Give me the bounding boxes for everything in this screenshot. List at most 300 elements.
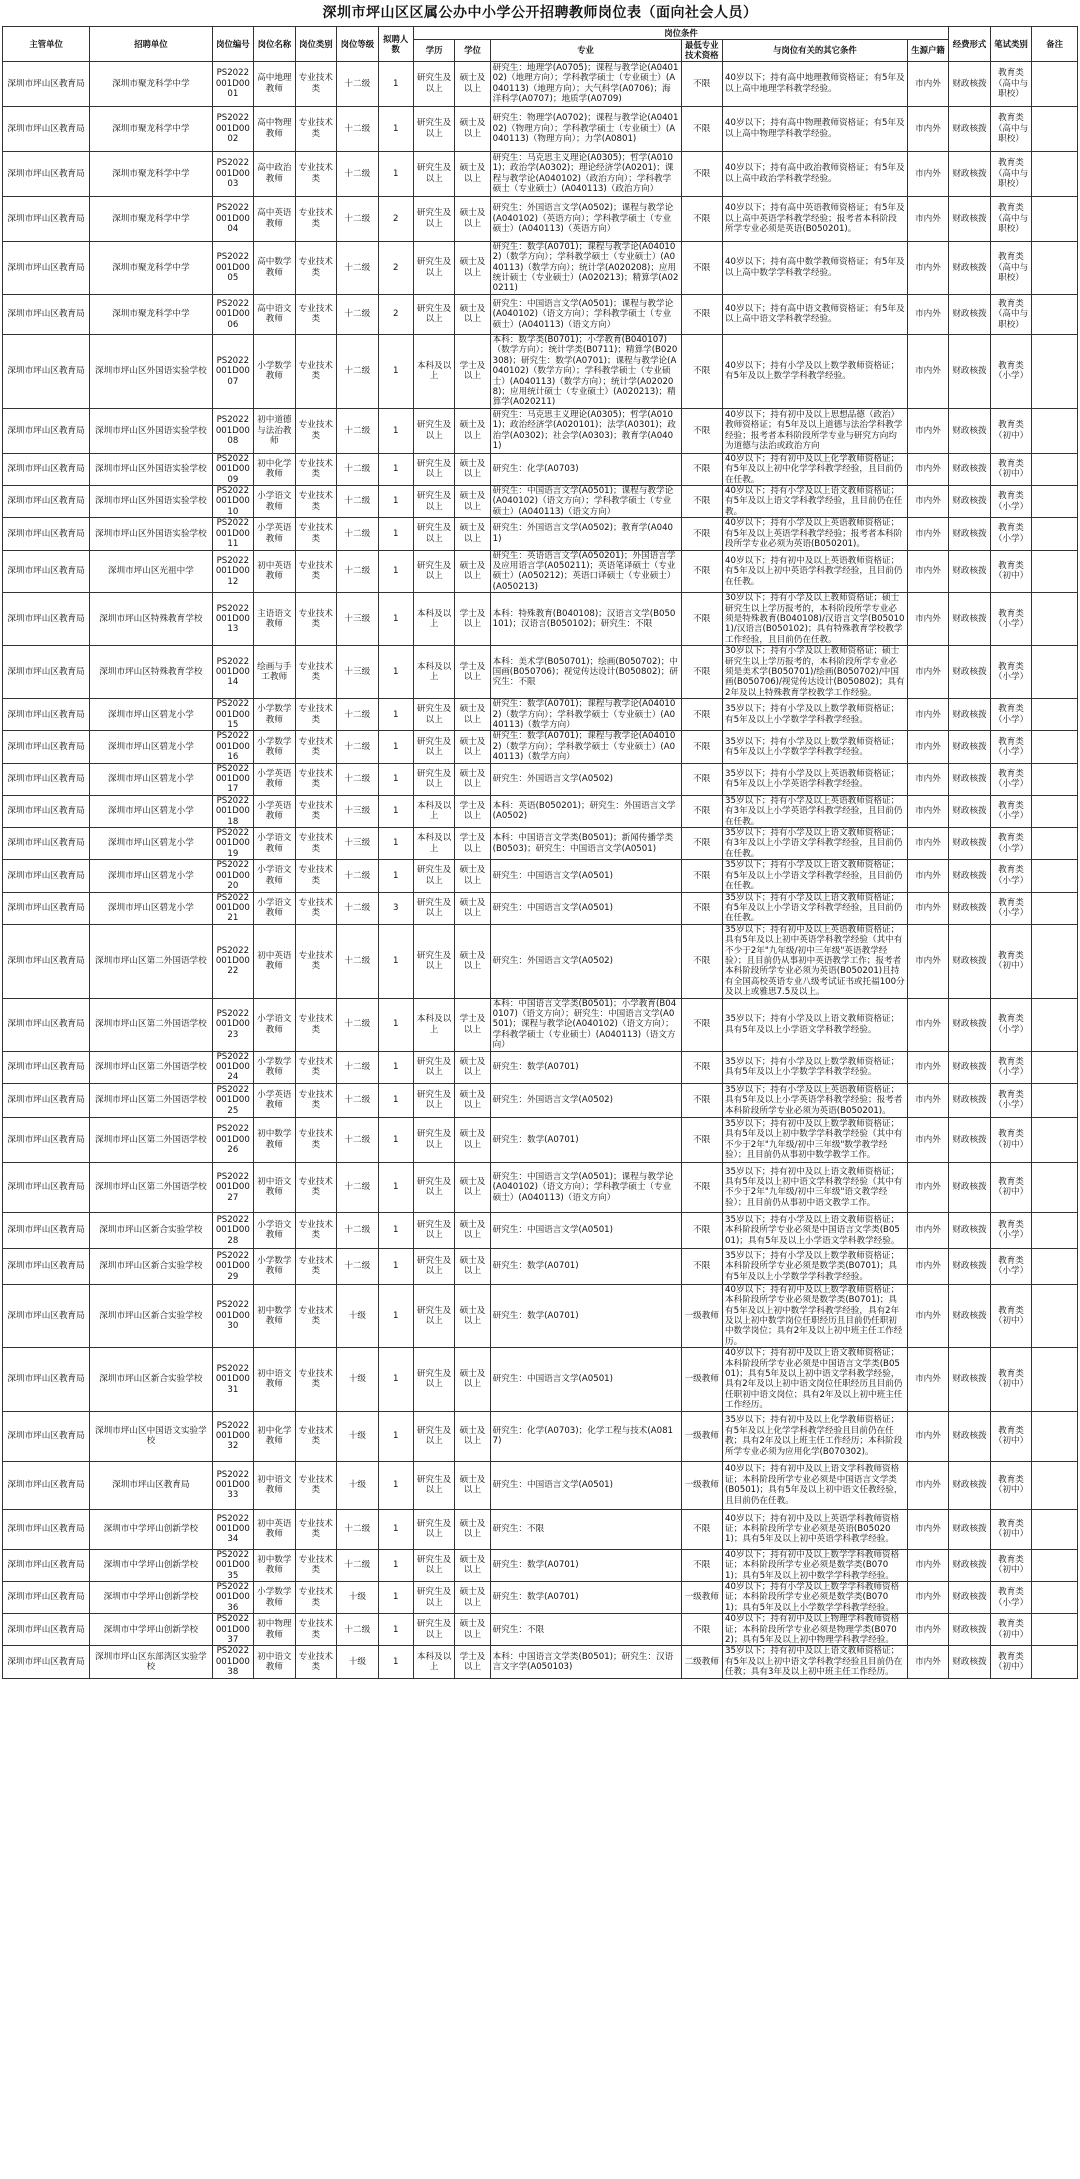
table-cell: 研究生及以上	[413, 1248, 455, 1284]
table-cell: 研究生：地理学(A0705)；课程与教学论(A040102)（地理方向）；学科教学硕士（专业硕士）(A040113)（地理方向）；大气科学(A0706)；海洋科学(A0707)；地质学(A0709)	[490, 61, 681, 106]
table-cell: 市内外	[907, 924, 949, 998]
table-cell: 研究生：数学(A0701)	[490, 1284, 681, 1347]
table-row	[3, 1614, 1078, 1646]
table-cell: 十二级	[337, 924, 379, 998]
table-cell: 小学数学教师	[254, 1248, 296, 1284]
table-row	[3, 61, 1078, 106]
table-cell: 不限	[681, 294, 723, 334]
table-cell: 深圳市坪山区光祖中学	[90, 550, 212, 593]
table-cell: 深圳市坪山区教育局	[3, 1212, 90, 1248]
table-cell: 硕士及以上	[455, 518, 490, 550]
table-cell	[1032, 646, 1078, 699]
table-cell: 研究生及以上	[413, 1614, 455, 1646]
table-cell: 硕士及以上	[455, 1614, 490, 1646]
table-cell: 财政核拨	[949, 241, 991, 294]
table-cell: 不限	[681, 453, 723, 485]
table-cell: 十二级	[337, 1614, 379, 1646]
table-cell: 本科及以上	[413, 795, 455, 827]
table-cell: 研究生：英语语言文学(A050201)；外国语言学及应用语言学(A050211)；英语笔译硕士（专业硕士）(A050212)；英语口译硕士（专业硕士）(A050213)	[490, 550, 681, 593]
table-cell	[1032, 828, 1078, 860]
table-cell: 教育类（初中）	[990, 1509, 1032, 1549]
table-cell: 十二级	[337, 151, 379, 196]
table-cell	[1032, 486, 1078, 518]
table-cell: 十二级	[337, 1117, 379, 1162]
table-cell: 市内外	[907, 593, 949, 646]
table-row	[3, 795, 1078, 827]
table-cell: 深圳市坪山区碧龙小学	[90, 763, 212, 795]
table-cell: 财政核拨	[949, 998, 991, 1051]
table-cell: 2	[378, 196, 413, 241]
table-cell: 深圳市坪山区新合实验学校	[90, 1348, 212, 1411]
table-cell: 教育类（初中）	[990, 1117, 1032, 1162]
table-cell: PS2022001D0028	[212, 1212, 254, 1248]
table-cell: 本科及以上	[413, 593, 455, 646]
table-cell: 财政核拨	[949, 795, 991, 827]
table-cell: 财政核拨	[949, 196, 991, 241]
table-cell: PS2022001D0017	[212, 763, 254, 795]
table-cell: 不限	[681, 1509, 723, 1549]
table-cell: 深圳市坪山区第二外国语学校	[90, 1083, 212, 1117]
table-cell: 本科：中国语言文学类(B0501)；新闻传播学类(B0503)；研究生：中国语言文学(A0501)	[490, 828, 681, 860]
table-cell: 深圳市坪山区教育局	[3, 294, 90, 334]
table-cell: 研究生及以上	[413, 196, 455, 241]
table-cell: 专业技术类	[295, 699, 337, 731]
table-cell	[1032, 892, 1078, 924]
table-cell	[1032, 1509, 1078, 1549]
table-cell: 小学数学教师	[254, 334, 296, 408]
table-cell: 1	[378, 1051, 413, 1083]
table-cell: 40岁以下；持有初中及以上物理学科教师资格证；本科阶段所学专业必须是物理学类(B0702)；具有5年及以上初中物理学科教学经验。	[723, 1614, 908, 1646]
table-cell: PS2022001D0021	[212, 892, 254, 924]
header-cell: 岗位编号	[212, 27, 254, 62]
table-cell	[1032, 998, 1078, 1051]
table-cell: PS2022001D0012	[212, 550, 254, 593]
table-cell: 专业技术类	[295, 518, 337, 550]
table-cell	[1032, 453, 1078, 485]
table-row	[3, 1083, 1078, 1117]
table-cell: 市内外	[907, 860, 949, 892]
table-cell: 深圳市坪山区碧龙小学	[90, 731, 212, 763]
table-cell: 本科及以上	[413, 1646, 455, 1678]
table-cell: 研究生及以上	[413, 1162, 455, 1212]
table-cell	[1032, 241, 1078, 294]
table-cell: 不限	[681, 241, 723, 294]
table-cell: 财政核拨	[949, 1348, 991, 1411]
table-cell: 研究生：中国语言文学(A0501)；课程与教学论(A040102)（语文方向）；学科教学硕士（专业硕士）(A040113)（语文方向）	[490, 486, 681, 518]
header-cell: 备注	[1032, 27, 1078, 62]
table-cell: 1	[378, 1212, 413, 1248]
table-cell: 深圳市坪山区教育局	[3, 763, 90, 795]
table-cell: 深圳市聚龙科学中学	[90, 241, 212, 294]
table-cell: 深圳市坪山区教育局	[3, 795, 90, 827]
table-cell: 不限	[681, 1162, 723, 1212]
table-cell: 35岁以下；持有初中及以上语文教师资格证；具有5年及以上初中语文学科教学经验（其中有不少于2年"九年级/初中三年级"语文教学经验）；且目前仍从事初中语文教学工作。	[723, 1162, 908, 1212]
table-cell: 市内外	[907, 408, 949, 453]
table-cell: 专业技术类	[295, 61, 337, 106]
table-cell: PS2022001D0007	[212, 334, 254, 408]
table-row	[3, 1549, 1078, 1581]
table-cell: 深圳市聚龙科学中学	[90, 196, 212, 241]
table-cell: 十二级	[337, 763, 379, 795]
table-cell: 1	[378, 860, 413, 892]
table-cell: 财政核拨	[949, 334, 991, 408]
table-cell: 研究生：马克思主义理论(A0305)；哲学(A0101)；政治经济学(A020101)；法学(A0301)；政治学(A0302)；社会学(A0303)；教育学(A0401)	[490, 408, 681, 453]
table-cell: 高中英语教师	[254, 196, 296, 241]
table-cell: 财政核拨	[949, 1284, 991, 1347]
table-cell: 硕士及以上	[455, 1411, 490, 1461]
table-cell: 深圳市坪山区教育局	[3, 1162, 90, 1212]
table-cell: 深圳市坪山区教育局	[3, 1509, 90, 1549]
table-cell: 十二级	[337, 334, 379, 408]
table-cell: 绘画与手工教师	[254, 646, 296, 699]
table-cell: 市内外	[907, 106, 949, 151]
table-cell: 专业技术类	[295, 646, 337, 699]
table-cell: 硕士及以上	[455, 294, 490, 334]
table-cell: 市内外	[907, 1284, 949, 1347]
table-cell: PS2022001D0026	[212, 1117, 254, 1162]
table-cell: 不限	[681, 106, 723, 151]
table-cell: PS2022001D0013	[212, 593, 254, 646]
table-cell: 不限	[681, 1614, 723, 1646]
table-cell: 深圳市坪山区外国语实验学校	[90, 453, 212, 485]
table-cell: 研究生：外国语言文学(A0502)	[490, 924, 681, 998]
table-cell: 硕士及以上	[455, 1284, 490, 1347]
header-cell: 学位	[455, 40, 490, 62]
table-cell: 不限	[681, 795, 723, 827]
table-cell: 35岁以下；持有小学及以上语文教师资格证；具有5年及以上小学语文学科教学经验。	[723, 998, 908, 1051]
table-cell: 教育类（小学）	[990, 1212, 1032, 1248]
table-cell	[1032, 61, 1078, 106]
table-cell: 35岁以下；持有小学及以上语文教师资格证；有3年及以上小学语文学科教学经验，且目前仍在任教。	[723, 828, 908, 860]
table-cell: 40岁以下；持有初中及以上思想品德（政治）教师资格证；有5年及以上道德与法治学科教学经验；报考者本科阶段所学专业与研究方向均为道德与法治或政治方向	[723, 408, 908, 453]
page-title: 深圳市坪山区区属公办中小学公开招聘教师岗位表（面向社会人员）	[322, 5, 758, 21]
table-cell: 深圳市坪山区教育局	[3, 731, 90, 763]
table-cell: 不限	[681, 699, 723, 731]
table-cell: 1	[378, 924, 413, 998]
table-cell: 35岁以下；持有初中及以上化学教师资格证；有5年及以上化学学科教学经验且目前仍在任教；具有2年及以上班主任工作经历；本科阶段所学专业必须为应用化学(B070302)。	[723, 1411, 908, 1461]
table-cell: 研究生及以上	[413, 924, 455, 998]
table-cell: PS2022001D0038	[212, 1646, 254, 1678]
table-cell: 市内外	[907, 294, 949, 334]
table-cell: 教育类（小学）	[990, 1083, 1032, 1117]
table-cell: 1	[378, 699, 413, 731]
table-cell: 市内外	[907, 241, 949, 294]
table-cell: 教育类（初中）	[990, 1162, 1032, 1212]
table-cell: 1	[378, 408, 413, 453]
table-cell: 研究生：不限	[490, 1614, 681, 1646]
table-cell: 硕士及以上	[455, 550, 490, 593]
table-cell: 财政核拨	[949, 1212, 991, 1248]
table-cell: 不限	[681, 860, 723, 892]
table-cell: 研究生：数学(A0701)；课程与教学论(A040102)（数学方向）；学科教学硕士（专业硕士）(A040113)（数学方向）	[490, 731, 681, 763]
table-cell: 小学语文教师	[254, 892, 296, 924]
table-cell: 40岁以下；持有小学及以上数学学科教师资格证；本科阶段所学专业必须是数学类(B0701)；具有5年及以上小学数学学科教学经验。	[723, 1581, 908, 1613]
table-cell: 学士及以上	[455, 998, 490, 1051]
table-cell: 深圳市坪山区教育局	[3, 196, 90, 241]
table-cell: 深圳市聚龙科学中学	[90, 61, 212, 106]
table-cell: 研究生：外国语言文学(A0502)；教育学(A0401)	[490, 518, 681, 550]
table-cell: 40岁以下；持有初中及以上语文教师资格证；本科阶段所学专业必须是中国语言文学类(B0501)；具有5年及以上初中语文学科教学经验，具有2年及以上初中语文岗位任职经历且目前仍任职初中语文岗位；具有2年及以上初中班主任工作经历。	[723, 1348, 908, 1411]
table-cell: 市内外	[907, 1117, 949, 1162]
table-cell: 2	[378, 294, 413, 334]
table-cell: 教育类（初中）	[990, 1411, 1032, 1461]
table-cell: 1	[378, 998, 413, 1051]
table-cell: 不限	[681, 550, 723, 593]
table-cell	[1032, 1549, 1078, 1581]
table-cell: PS2022001D0002	[212, 106, 254, 151]
table-cell: 研究生：数学(A0701)；课程与教学论(A040102)（数学方向）；学科教学硕士（专业硕士）(A040113)（数学方向）	[490, 699, 681, 731]
table-cell: 硕士及以上	[455, 1051, 490, 1083]
table-row	[3, 763, 1078, 795]
table-cell: 不限	[681, 1549, 723, 1581]
table-cell	[1032, 1248, 1078, 1284]
table-cell: 财政核拨	[949, 731, 991, 763]
header-cell: 笔试类别	[990, 27, 1032, 62]
table-cell: 市内外	[907, 1411, 949, 1461]
table-cell: 深圳市坪山区教育局	[3, 1248, 90, 1284]
table-cell: 专业技术类	[295, 1411, 337, 1461]
header-cell: 专业	[490, 40, 681, 62]
table-cell: 深圳市坪山区教育局	[3, 1284, 90, 1347]
table-cell: 35岁以下；持有小学及以上英语教师资格证；有3年及以上小学英语学科教学经验，且目前仍在任教。	[723, 795, 908, 827]
table-cell: 研究生及以上	[413, 1051, 455, 1083]
table-cell: 教育类（高中与职校）	[990, 196, 1032, 241]
table-cell: 财政核拨	[949, 1581, 991, 1613]
table-cell: 教育类（高中与职校）	[990, 241, 1032, 294]
table-cell: 1	[378, 550, 413, 593]
table-row	[3, 550, 1078, 593]
table-cell: 深圳市坪山区教育局	[3, 1549, 90, 1581]
table-row	[3, 1509, 1078, 1549]
table-cell: 教育类（初中）	[990, 1284, 1032, 1347]
table-cell: 研究生及以上	[413, 151, 455, 196]
table-cell: 深圳市坪山区教育局	[3, 151, 90, 196]
table-cell: 初中道德与法治教师	[254, 408, 296, 453]
table-cell: 研究生及以上	[413, 1083, 455, 1117]
table-cell: 市内外	[907, 518, 949, 550]
table-cell: 硕士及以上	[455, 1581, 490, 1613]
table-cell: 专业技术类	[295, 1162, 337, 1212]
table-cell: 硕士及以上	[455, 860, 490, 892]
table-cell: 一级教师	[681, 1348, 723, 1411]
table-cell: 40岁以下；持有高中语文教师资格证；有5年及以上高中语文学科教学经验。	[723, 294, 908, 334]
table-cell: 市内外	[907, 1051, 949, 1083]
table-cell: PS2022001D0009	[212, 453, 254, 485]
table-cell: 深圳市坪山区碧龙小学	[90, 892, 212, 924]
table-cell: 小学英语教师	[254, 795, 296, 827]
table-cell: 专业技术类	[295, 998, 337, 1051]
table-cell: 财政核拨	[949, 1509, 991, 1549]
table-cell: 40岁以下；持有初中及以上英语教师资格证；有5年及以上初中英语学科教学经验，且目前仍在任教。	[723, 550, 908, 593]
table-cell: 40岁以下；持有初中及以上数学学科教师资格证；本科阶段所学专业必须是数学类(B0701)；具有5年及以上初中数学学科教学经验。	[723, 1549, 908, 1581]
table-cell: 1	[378, 1284, 413, 1347]
table-cell: 1	[378, 151, 413, 196]
table-cell: 40岁以下；持有高中英语教师资格证；有5年及以上高中英语学科教学经验；报考者本科阶段所学专业必须是英语(B050201)。	[723, 196, 908, 241]
table-cell: 教育类（小学）	[990, 892, 1032, 924]
table-cell: 不限	[681, 998, 723, 1051]
table-cell: 1	[378, 453, 413, 485]
table-cell: 深圳市坪山区教育局	[3, 334, 90, 408]
table-cell: 教育类（小学）	[990, 860, 1032, 892]
table-cell: PS2022001D0006	[212, 294, 254, 334]
table-cell: 专业技术类	[295, 1284, 337, 1347]
table-cell: 不限	[681, 763, 723, 795]
table-cell: 一级教师	[681, 1284, 723, 1347]
table-cell: 研究生：化学(A0703)	[490, 453, 681, 485]
table-cell: 十二级	[337, 241, 379, 294]
table-cell: 十二级	[337, 518, 379, 550]
table-cell	[1032, 1051, 1078, 1083]
table-cell: 深圳市坪山区碧龙小学	[90, 699, 212, 731]
table-cell: 财政核拨	[949, 593, 991, 646]
table-cell: PS2022001D0037	[212, 1614, 254, 1646]
table-row	[3, 892, 1078, 924]
table-cell: 专业技术类	[295, 151, 337, 196]
table-cell: 1	[378, 1083, 413, 1117]
table-row	[3, 408, 1078, 453]
table-cell: 深圳市坪山区教育局	[3, 61, 90, 106]
table-cell: 研究生及以上	[413, 453, 455, 485]
table-cell: 财政核拨	[949, 151, 991, 196]
table-cell	[1032, 795, 1078, 827]
table-cell: 35岁以下；持有小学及以上语文教师资格证；有5年及以上小学语文学科教学经验，且目前仍在任教。	[723, 892, 908, 924]
table-cell: 1	[378, 1117, 413, 1162]
table-row	[3, 1461, 1078, 1509]
table-row	[3, 699, 1078, 731]
table-cell: 财政核拨	[949, 828, 991, 860]
table-cell: 市内外	[907, 1248, 949, 1284]
table-cell: 初中数学教师	[254, 1117, 296, 1162]
table-cell: 高中语文教师	[254, 294, 296, 334]
table-cell	[1032, 1348, 1078, 1411]
table-cell: 35岁以下；持有初中及以上英语教师资格证；具有5年及以上初中英语学科教学经验（其中有不少于2年"九年级/初中三年级"英语教学经验）；且目前仍从事初中英语教学工作；报考者本科阶段所学专业必须为英语(B050201)且持有全国高校英语专业八级考试证书或托福100分及以上或雅思7.5及以上。	[723, 924, 908, 998]
table-row	[3, 334, 1078, 408]
table-cell: 财政核拨	[949, 518, 991, 550]
table-cell: 学士及以上	[455, 646, 490, 699]
table-cell: 高中物理教师	[254, 106, 296, 151]
table-cell: 专业技术类	[295, 1549, 337, 1581]
table-cell: 市内外	[907, 486, 949, 518]
table-cell	[1032, 334, 1078, 408]
table-cell: 市内外	[907, 1461, 949, 1509]
table-cell: 专业技术类	[295, 1083, 337, 1117]
table-cell: 硕士及以上	[455, 151, 490, 196]
table-cell: 十二级	[337, 1549, 379, 1581]
table-cell: 初中英语教师	[254, 924, 296, 998]
table-cell: 财政核拨	[949, 1117, 991, 1162]
table-cell: 硕士及以上	[455, 196, 490, 241]
table-cell: 十二级	[337, 892, 379, 924]
table-cell: 教育类（初中）	[990, 408, 1032, 453]
table-cell: 研究生及以上	[413, 892, 455, 924]
table-cell: 40岁以下；持有初中及以上语文学科教师资格证；本科阶段所学专业必须是中国语言文学类(B0501)；具有5年及以上初中语文任教经验，且目前仍在任教。	[723, 1461, 908, 1509]
table-cell: 研究生：外国语言文学(A0502)；课程与教学论(A040102)（英语方向）；学科教学硕士（专业硕士）(A040113)（英语方向）	[490, 196, 681, 241]
table-cell: 硕士及以上	[455, 1549, 490, 1581]
table-cell: 十二级	[337, 294, 379, 334]
table-cell: 十二级	[337, 61, 379, 106]
table-cell: 1	[378, 1348, 413, 1411]
table-cell: 深圳市坪山区教育局	[3, 1083, 90, 1117]
table-cell: 深圳市坪山区新合实验学校	[90, 1284, 212, 1347]
table-cell	[1032, 1212, 1078, 1248]
table-cell: 深圳市坪山区碧龙小学	[90, 828, 212, 860]
table-cell	[1032, 1646, 1078, 1678]
table-cell: 40岁以下；持有高中地理教师资格证；有5年及以上高中地理学科教学经验。	[723, 61, 908, 106]
table-cell: 教育类（小学）	[990, 699, 1032, 731]
table-cell: 专业技术类	[295, 1509, 337, 1549]
table-cell: 不限	[681, 518, 723, 550]
table-cell: 高中政治教师	[254, 151, 296, 196]
table-cell: 研究生：化学(A0703)；化学工程与技术(A0817)	[490, 1411, 681, 1461]
table-body	[3, 61, 1078, 1678]
table-cell: 研究生及以上	[413, 408, 455, 453]
table-row	[3, 106, 1078, 151]
table-cell: 深圳市坪山区教育局	[3, 1614, 90, 1646]
table-cell: 研究生及以上	[413, 1461, 455, 1509]
table-cell: PS2022001D0020	[212, 860, 254, 892]
table-cell: 硕士及以上	[455, 241, 490, 294]
table-cell: 不限	[681, 646, 723, 699]
table-cell: 十级	[337, 1461, 379, 1509]
table-cell	[1032, 1614, 1078, 1646]
table-cell: 硕士及以上	[455, 486, 490, 518]
table-cell: 二级教师	[681, 1646, 723, 1678]
table-cell: 硕士及以上	[455, 106, 490, 151]
table-row	[3, 1212, 1078, 1248]
table-cell: 不限	[681, 1083, 723, 1117]
table-cell: 硕士及以上	[455, 1348, 490, 1411]
table-cell: 专业技术类	[295, 334, 337, 408]
table-cell: 专业技术类	[295, 1051, 337, 1083]
table-cell: 小学数学教师	[254, 1581, 296, 1613]
table-cell: 市内外	[907, 550, 949, 593]
table-cell: 深圳市坪山区教育局	[3, 924, 90, 998]
table-cell: 财政核拨	[949, 1162, 991, 1212]
table-cell: 不限	[681, 408, 723, 453]
table-cell: 深圳市坪山区教育局	[3, 1461, 90, 1509]
table-cell: 市内外	[907, 795, 949, 827]
table-cell: 深圳市坪山区碧龙小学	[90, 795, 212, 827]
table-cell: 教育类（高中与职校）	[990, 61, 1032, 106]
table-cell: 研究生：中国语言文学(A0501)；课程与教学论(A040102)（语文方向）；学科教学硕士（专业硕士）(A040113)（语文方向）	[490, 1162, 681, 1212]
table-cell	[1032, 924, 1078, 998]
table-cell: 小学语文教师	[254, 998, 296, 1051]
table-cell: 不限	[681, 731, 723, 763]
table-row	[3, 828, 1078, 860]
table-cell: 35岁以下；持有小学及以上数学教师资格证；具有5年及以上小学数学学科教学经验。	[723, 1051, 908, 1083]
table-cell: 深圳市坪山区教育局	[3, 1348, 90, 1411]
table-cell: 财政核拨	[949, 1646, 991, 1678]
table-cell: 深圳市坪山区第二外国语学校	[90, 1051, 212, 1083]
header-cell: 岗位等级	[337, 27, 379, 62]
table-cell: 专业技术类	[295, 241, 337, 294]
table-cell: 教育类（初中）	[990, 453, 1032, 485]
table-cell: PS2022001D0023	[212, 998, 254, 1051]
table-cell: 研究生：不限	[490, 1509, 681, 1549]
table-cell: 财政核拨	[949, 646, 991, 699]
table-cell: 深圳市坪山区外国语实验学校	[90, 486, 212, 518]
table-cell	[1032, 860, 1078, 892]
table-cell: 深圳市坪山区外国语实验学校	[90, 408, 212, 453]
table-row	[3, 486, 1078, 518]
table-cell: 深圳市坪山区教育局	[3, 1646, 90, 1678]
table-cell: 深圳市坪山区教育局	[3, 241, 90, 294]
table-cell: 十二级	[337, 196, 379, 241]
table-cell: 35岁以下；持有初中及以上数学教师资格证；具有5年及以上初中数学学科教学经验（其中有不少于2年"九年级/初中三年级"数学教学经验）；且目前仍从事初中数学教学工作。	[723, 1117, 908, 1162]
table-cell: 研究生：中国语言文学(A0501)；课程与教学论(A040102)（语文方向）；学科教学硕士（专业硕士）(A040113)（语文方向）	[490, 294, 681, 334]
table-cell: 研究生及以上	[413, 1581, 455, 1613]
table-cell: 教育类（初中）	[990, 550, 1032, 593]
